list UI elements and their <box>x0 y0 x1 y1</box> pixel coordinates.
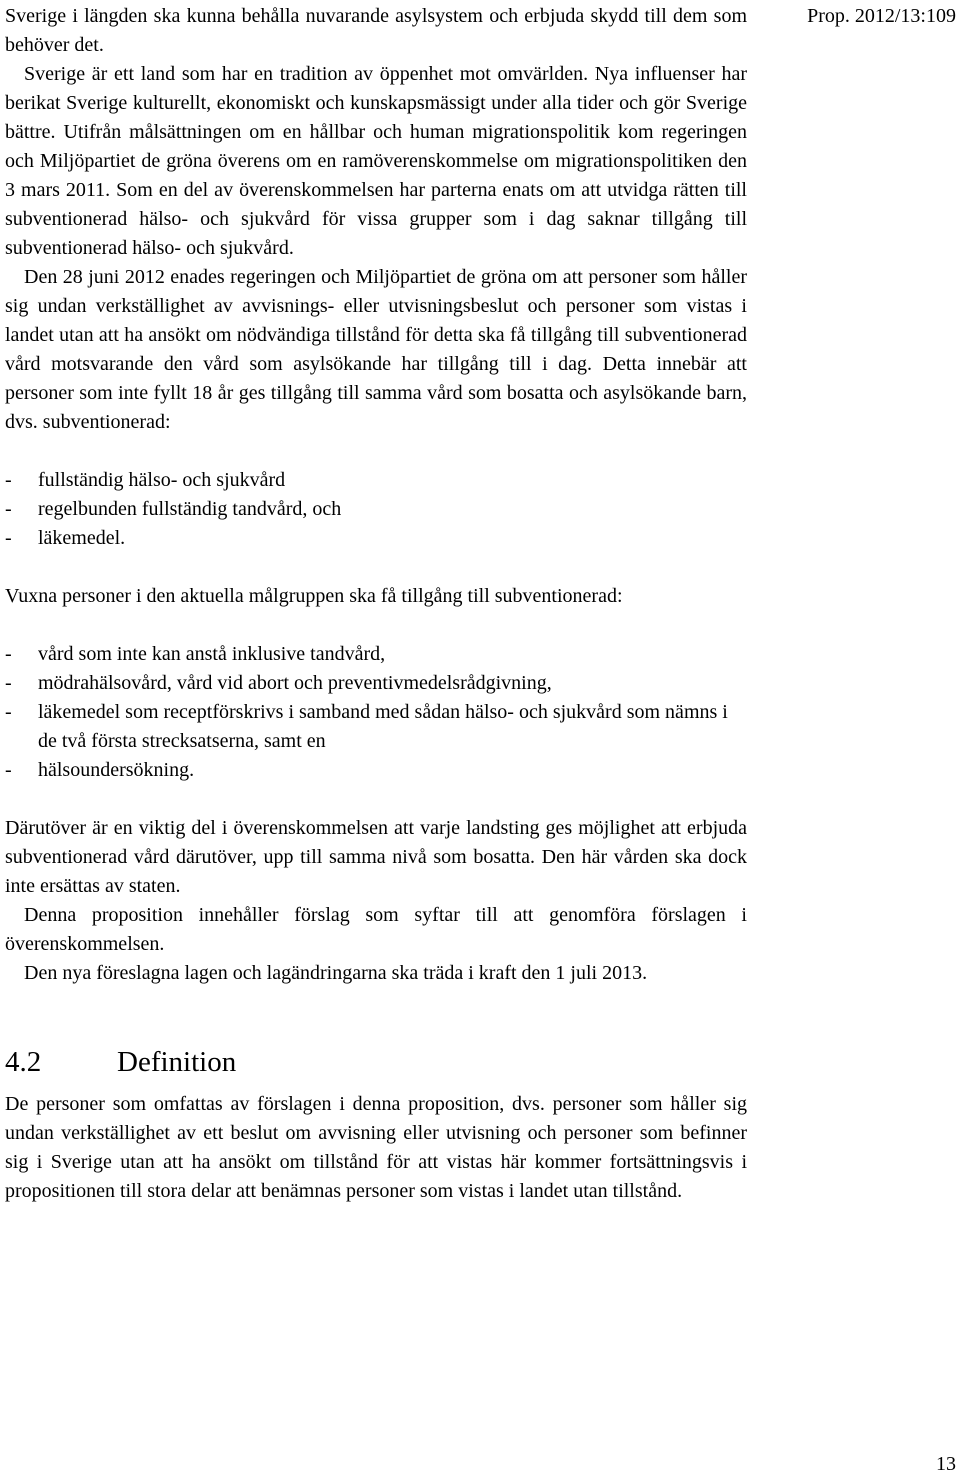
section-heading <box>5 1046 747 1078</box>
dash-marker: - <box>5 701 12 723</box>
list-item <box>5 756 747 785</box>
paragraph-asylum-system: Sverige i längden ska kunna behålla nuvarande asylsystem och erbjuda skydd till dem som behöver det. <box>5 5 747 56</box>
list-adult-care <box>5 640 747 785</box>
dash-marker: - <box>5 759 12 781</box>
dash-marker: - <box>5 469 12 491</box>
page-number: 13 <box>936 1453 956 1475</box>
paragraph-proposal: Denna proposition innehåller förslag som syftar till att genomföra förslagen i överenskommelsen. <box>5 904 747 955</box>
list-item <box>5 698 747 756</box>
list-item <box>5 640 747 669</box>
section-title: Definition <box>117 1046 237 1078</box>
list-item-text: läkemedel. <box>38 527 126 549</box>
list-item <box>5 524 747 553</box>
spacer <box>5 785 747 814</box>
list-item <box>5 466 747 495</box>
dash-marker: - <box>5 672 12 694</box>
list-item-text: fullständig hälso- och sjukvård <box>38 469 286 491</box>
spacer <box>5 1078 747 1090</box>
list-item <box>5 669 747 698</box>
spacer <box>5 988 747 1046</box>
paragraph-adults: Vuxna personer i den aktuella målgruppen ska få tillgång till subventionerad: <box>5 585 623 607</box>
list-item-text: hälsoundersökning. <box>38 759 195 781</box>
section-number: 4.2 <box>5 1046 42 1078</box>
paragraph-county-councils: Därutöver är en viktig del i överenskommelsen att varje landsting ges möjlighet att erbjuda subventionerad vård därutöver, upp till samma nivå som bosatta. Den här vården ska dock inte ersättas av staten. <box>5 817 747 897</box>
spacer <box>5 553 747 582</box>
paragraph-effective-date: Den nya föreslagna lagen och lagändringarna ska träda i kraft den 1 juli 2013. <box>24 962 648 984</box>
dash-marker: - <box>5 643 12 665</box>
list-item-text: vård som inte kan anstå inklusive tandvård, <box>38 643 386 665</box>
dash-marker: - <box>5 498 12 520</box>
proposition-reference: Prop. 2012/13:109 <box>807 5 956 27</box>
paragraph-openness: Sverige är ett land som har en tradition av öppenhet mot omvärlden. Nya influenser har berikat Sverige kulturellt, ekonomiskt och kunskapsmässigt under alla tider och gör Sverige bättre. Utifrån målsättningen om en hållbar och human migrationspolitik kom regeringen och Miljöpartiet de gröna överens om en ramöverenskommelse om migrationspolitiken den 3 mars 2011. Som en del av överenskommelsen har parterna enats om att utvidga rätten till subventionerad hälso- och sjukvård för vissa grupper som i dag saknar tillgång till subventionerad hälso- och sjukvård. <box>5 63 747 259</box>
document-body <box>5 2 747 1206</box>
dash-marker: - <box>5 527 12 549</box>
spacer <box>5 437 747 466</box>
paragraph-agreement-2012: Den 28 juni 2012 enades regeringen och Miljöpartiet de gröna om att personer som håller sig undan verkställighet av avvisnings- eller utvisningsbeslut och personer som vistas i landet utan att ha ansökt om nödvändiga tillstånd för detta ska få tillgång till subventionerad vård motsvarande den vård som asylsökande har tillgång till i dag. Detta innebär att personer som inte fyllt 18 år ges tillgång till samma vård som bosatta och asylsökande barn, dvs. subventionerad: <box>5 266 747 433</box>
list-children-care <box>5 466 747 553</box>
list-item-text: regelbunden fullständig tandvård, och <box>38 498 342 520</box>
spacer <box>5 611 747 640</box>
paragraph-definition: De personer som omfattas av förslagen i denna proposition, dvs. personer som håller sig undan verkställighet av ett beslut om avvisning eller utvisning och personer som befinner sig i Sverige utan att ha ansökt om tillstånd för att vistas här kommer fortsättningsvis i propositionen till stora delar att benämnas personer som vistas i landet utan tillstånd. <box>5 1093 747 1202</box>
list-item-text: mödrahälsovård, vård vid abort och preventivmedelsrådgivning, <box>38 672 552 694</box>
list-item <box>5 495 747 524</box>
list-item-text: läkemedel som receptförskrivs i samband med sådan hälso- och sjukvård som nämns i de två första strecksatserna, samt en <box>38 701 728 752</box>
